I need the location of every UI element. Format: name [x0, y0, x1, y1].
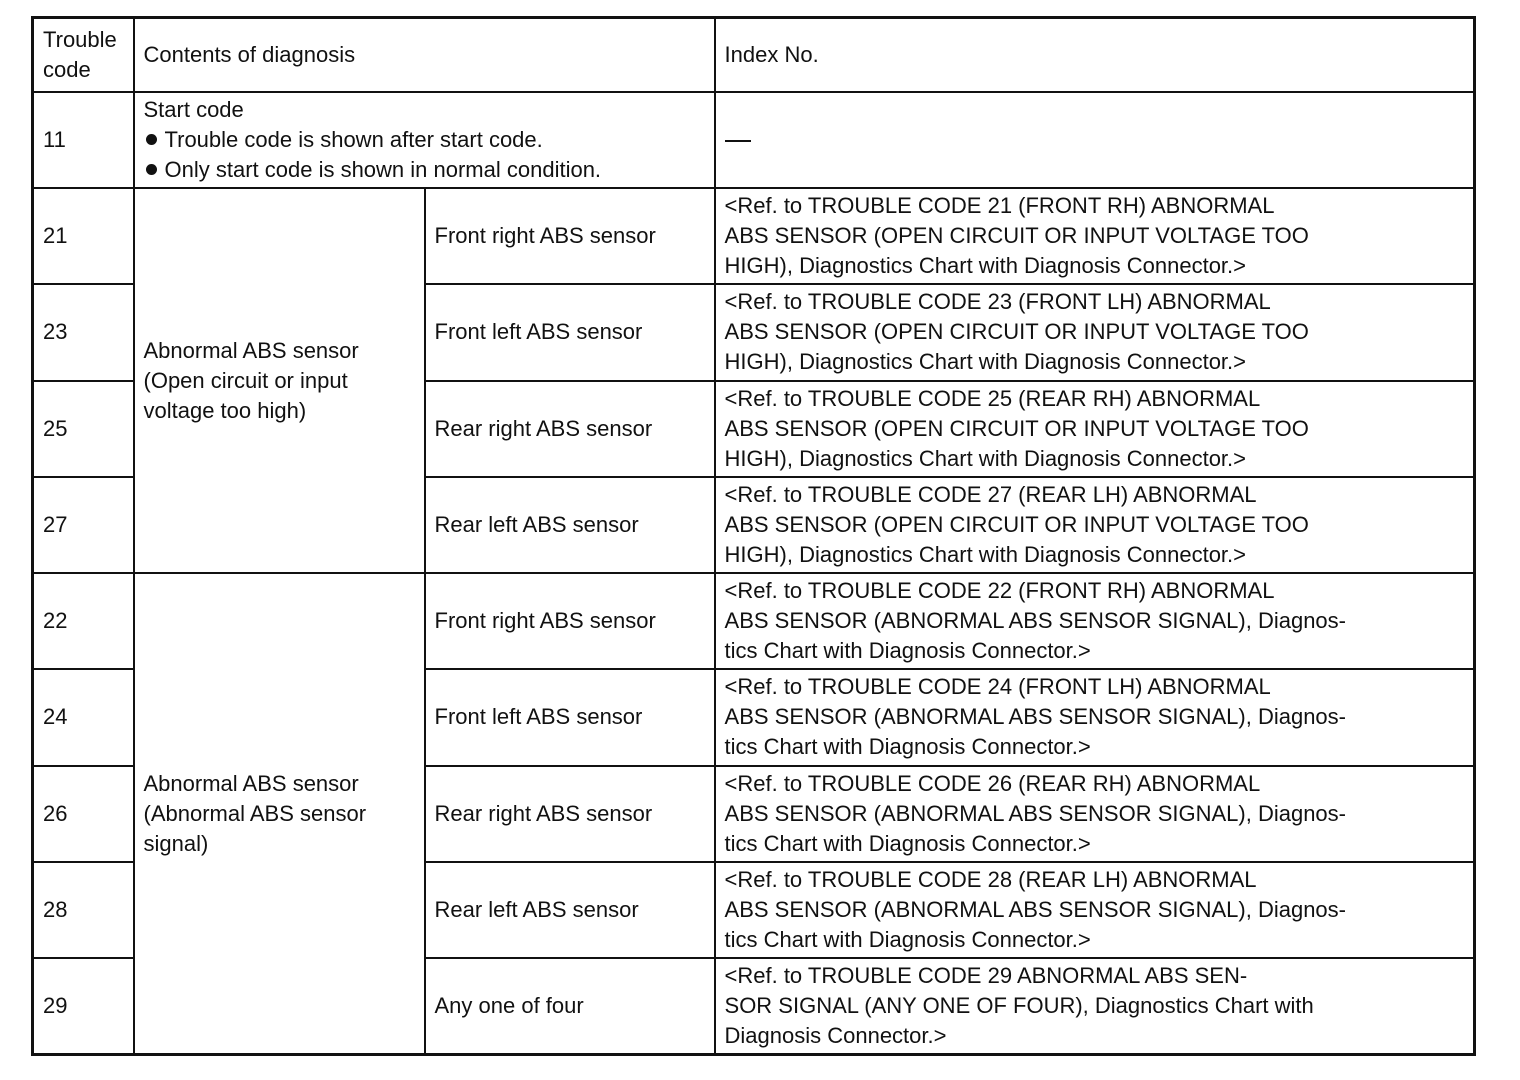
index-line: tics Chart with Diagnosis Connector.> [724, 926, 1091, 952]
header-row [33, 18, 1475, 92]
index-line: ABS SENSOR (ABNORMAL ABS SENSOR SIGNAL), Diagnos- [724, 704, 1346, 730]
trouble-code-cell: 28 [33, 862, 134, 958]
header-trouble-code-line2: code [43, 56, 91, 82]
sensor-cell: Rear left ABS sensor [425, 477, 715, 573]
index-cell [715, 669, 1475, 765]
index-line: tics Chart with Diagnosis Connector.> [724, 638, 1091, 664]
index-line: <Ref. to TROUBLE CODE 21 (FRONT RH) ABNORMAL [724, 193, 1275, 219]
header-contents-of-diagnosis: Contents of diagnosis [134, 18, 715, 92]
sensor-cell: Front left ABS sensor [425, 284, 715, 380]
index-line: ABS SENSOR (OPEN CIRCUIT OR INPUT VOLTAGE TOO [724, 415, 1309, 441]
index-cell [715, 862, 1475, 958]
group-label-line: (Abnormal ABS sensor [143, 800, 367, 826]
index-cell [715, 477, 1475, 573]
index-cell [715, 573, 1475, 669]
index-line: <Ref. to TROUBLE CODE 25 (REAR RH) ABNORMAL [724, 385, 1261, 411]
diagnosis-groups [33, 188, 1475, 1055]
bullet-icon [146, 164, 157, 175]
start-code-bullet-item: Only start code is shown in normal condition. [144, 155, 705, 185]
index-line: ABS SENSOR (OPEN CIRCUIT OR INPUT VOLTAGE TOO [724, 511, 1309, 537]
index-line: <Ref. to TROUBLE CODE 27 (REAR LH) ABNORMAL [724, 481, 1257, 507]
index-line: tics Chart with Diagnosis Connector.> [724, 734, 1091, 760]
sensor-cell: Any one of four [425, 958, 715, 1054]
group-label-line: signal) [143, 830, 209, 856]
trouble-code-cell: 24 [33, 669, 134, 765]
index-line: HIGH), Diagnostics Chart with Diagnosis Connector.> [724, 541, 1247, 567]
sensor-cell: Rear right ABS sensor [425, 381, 715, 477]
header-trouble-code-line1: Trouble [43, 26, 117, 52]
group-label-line: Abnormal ABS sensor [143, 770, 359, 796]
index-line: ABS SENSOR (ABNORMAL ABS SENSOR SIGNAL), Diagnos- [724, 896, 1346, 922]
group-label-line: Abnormal ABS sensor [143, 337, 359, 363]
diagnosis-group-label [134, 188, 425, 573]
index-line: ABS SENSOR (ABNORMAL ABS SENSOR SIGNAL), Diagnos- [724, 800, 1346, 826]
table-row [33, 188, 1475, 284]
header-trouble-code [33, 18, 134, 92]
trouble-code-cell: 11 [33, 92, 134, 188]
sensor-cell: Rear right ABS sensor [425, 766, 715, 862]
index-line: HIGH), Diagnostics Chart with Diagnosis Connector.> [724, 349, 1247, 375]
index-line: <Ref. to TROUBLE CODE 24 (FRONT LH) ABNORMAL [724, 674, 1271, 700]
index-cell [715, 766, 1475, 862]
table-row [33, 573, 1475, 669]
trouble-code-cell: 22 [33, 573, 134, 669]
index-cell [715, 381, 1475, 477]
index-line: <Ref. to TROUBLE CODE 22 (FRONT RH) ABNORMAL [724, 578, 1275, 604]
trouble-code-table [31, 16, 1476, 1056]
index-cell [715, 958, 1475, 1054]
trouble-code-cell: 25 [33, 381, 134, 477]
bullet-icon [146, 134, 157, 145]
index-line: HIGH), Diagnostics Chart with Diagnosis Connector.> [724, 253, 1247, 279]
sensor-cell: Front right ABS sensor [425, 188, 715, 284]
table-row-start-code [33, 92, 1475, 188]
index-line: ABS SENSOR (ABNORMAL ABS SENSOR SIGNAL), Diagnos- [724, 608, 1346, 634]
index-line: <Ref. to TROUBLE CODE 28 (REAR LH) ABNORMAL [724, 866, 1257, 892]
index-cell [715, 284, 1475, 380]
index-line: <Ref. to TROUBLE CODE 26 (REAR RH) ABNORMAL [724, 770, 1261, 796]
sensor-cell: Front right ABS sensor [425, 573, 715, 669]
trouble-code-cell: 27 [33, 477, 134, 573]
index-line: ABS SENSOR (OPEN CIRCUIT OR INPUT VOLTAGE TOO [724, 319, 1309, 345]
index-line: <Ref. to TROUBLE CODE 23 (FRONT LH) ABNORMAL [724, 289, 1271, 315]
start-code-title: Start code [143, 96, 244, 122]
index-cell [715, 188, 1475, 284]
diagnosis-group-label [134, 573, 425, 1054]
trouble-code-cell: 23 [33, 284, 134, 380]
index-cell-empty [715, 92, 1475, 188]
index-line: HIGH), Diagnostics Chart with Diagnosis Connector.> [724, 445, 1247, 471]
dash-icon [725, 140, 751, 142]
sensor-cell: Front left ABS sensor [425, 669, 715, 765]
index-line: ABS SENSOR (OPEN CIRCUIT OR INPUT VOLTAGE TOO [724, 223, 1309, 249]
group-label-line: (Open circuit or input [143, 367, 348, 393]
start-code-bullet-item: Trouble code is shown after start code. [144, 125, 705, 155]
index-line: tics Chart with Diagnosis Connector.> [724, 830, 1091, 856]
index-line: SOR SIGNAL (ANY ONE OF FOUR), Diagnostics Chart with [724, 993, 1314, 1019]
index-line: Diagnosis Connector.> [724, 1023, 947, 1049]
group-label-line: voltage too high) [143, 397, 307, 423]
start-code-contents [134, 92, 715, 188]
trouble-code-cell: 26 [33, 766, 134, 862]
trouble-code-cell: 29 [33, 958, 134, 1054]
header-index-no: Index No. [715, 18, 1475, 92]
sensor-cell: Rear left ABS sensor [425, 862, 715, 958]
index-line: <Ref. to TROUBLE CODE 29 ABNORMAL ABS SEN- [724, 963, 1248, 989]
trouble-code-cell: 21 [33, 188, 134, 284]
